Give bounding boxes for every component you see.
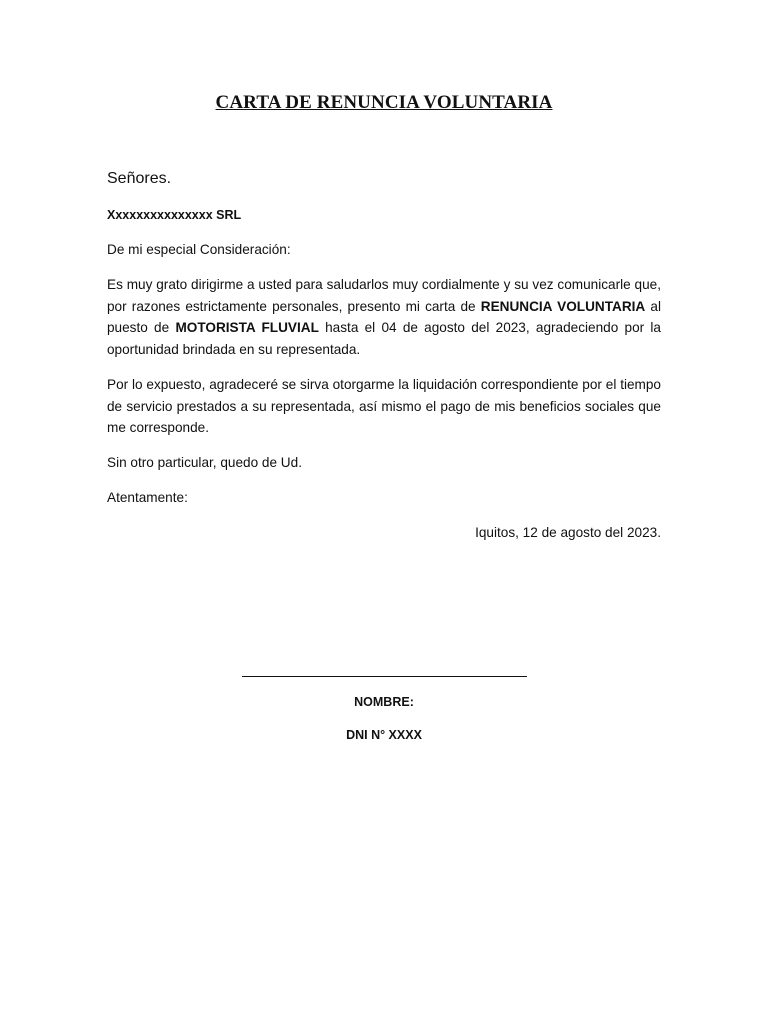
paragraph-end-text: hasta el 04 de agosto del 2023, agradeciendo por la oportunidad brindada en su representada. xyxy=(107,320,661,357)
closing-line: Sin otro particular, quedo de Ud. xyxy=(107,455,302,470)
place-date: Iquitos, 12 de agosto del 2023. xyxy=(475,525,661,540)
paragraph-mid-text: al puesto de xyxy=(107,298,662,335)
resignation-type: RENUNCIA VOLUNTARIA xyxy=(480,298,646,314)
job-position: MOTORISTA FLUVIAL xyxy=(175,320,319,335)
paragraph-intro-text: Es muy grato dirigirme a usted para saludarlos muy cordialmente y su vez comunicarle que, por razones estrictamente personales, presento mi carta de xyxy=(107,277,661,314)
signature-line xyxy=(242,676,527,677)
signature-dni-label: DNI N° XXXX xyxy=(346,728,422,742)
settlement-paragraph: Por lo expuesto, agradeceré se sirva otorgarme la liquidación correspondiente por el tiempo de servicio prestados a su representada, así mismo el pago de mis beneficios sociales que me corresponde. xyxy=(107,377,661,435)
company-name: Xxxxxxxxxxxxxxx SRL xyxy=(107,208,242,222)
salutation: Señores. xyxy=(107,170,172,187)
letter-title: CARTA DE RENUNCIA VOLUNTARIA xyxy=(215,92,553,113)
consideration-line: De mi especial Consideración: xyxy=(107,242,291,257)
regards-line: Atentamente: xyxy=(107,490,188,505)
resignation-paragraph xyxy=(107,274,661,360)
signature-name-label: NOMBRE: xyxy=(354,695,414,709)
